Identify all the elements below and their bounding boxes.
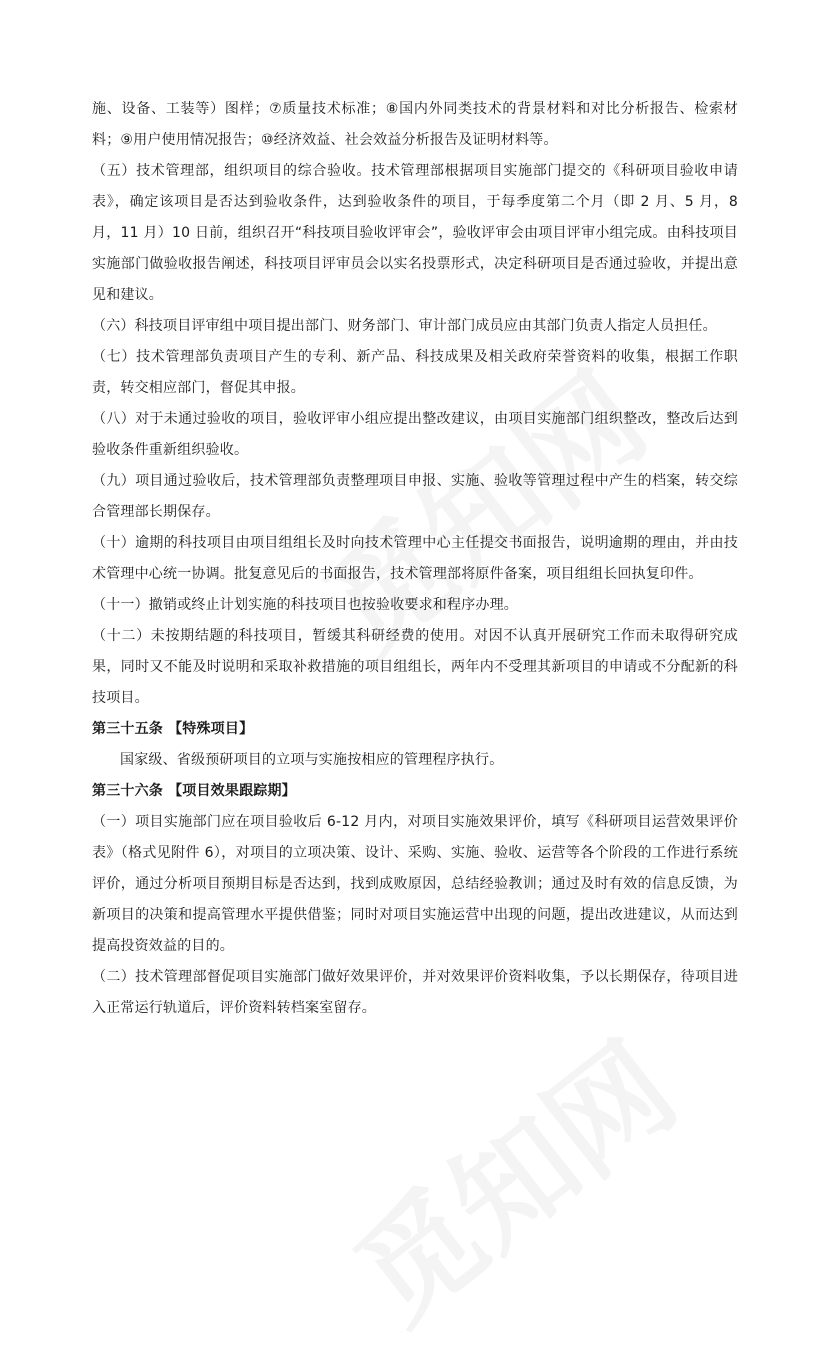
paragraph-item-11: （十一）撤销或终止计划实施的科技项目也按验收要求和程序办理。	[92, 597, 518, 613]
paragraph-item-10: （十）逾期的科技项目由项目组组长及时向技术管理中心主任提交书面报告，说明逾期的理由，并由技术管理中心统一协调。批复意见后的书面报告，技术管理部将原件备案，项目组组长回执复印件。	[92, 535, 738, 582]
article-heading-35: 第三十五条 【特殊项目】	[92, 721, 254, 737]
article-heading-36: 第三十六条 【项目效果跟踪期】	[92, 783, 296, 799]
paragraph-item-7: （七）技术管理部负责项目产生的专利、新产品、科技成果及相关政府荣誉资料的收集，根据工作职责，转交相应部门，督促其申报。	[92, 349, 738, 396]
paragraph-tracking-2: （二）技术管理部督促项目实施部门做好效果评价，并对效果评价资料收集，予以长期保存，待项目进入正常运行轨道后，评价资料转档案室留存。	[92, 969, 738, 1016]
paragraph-item-6: （六）科技项目评审组中项目提出部门、财务部门、审计部门成员应由其部门负责人指定人员担任。	[92, 318, 717, 334]
paragraph-item-12: （十二）未按期结题的科技项目，暂缓其科研经费的使用。对因不认真开展研究工作而未取得研究成果，同时又不能及时说明和采取补救措施的项目组组长，两年内不受理其新项目的申请或不分配新的科技项目。	[92, 628, 738, 706]
paragraph-tracking-1: （一）项目实施部门应在项目验收后 6-12 月内，对项目实施效果评价，填写《科研项目运营效果评价表》（格式见附件 6），对项目的立项决策、设计、采购、实施、验收、运营等各个阶段的工作进行系统评价，通过分析项目预期目标是否达到，找到成败原因，总结经验教训；通过及时有效的信息反馈，为新项目的决策和提高管理水平提供借鉴；同时对项目实施运营中出现的问题，提出改进建议，从而达到提高投资效益的目的。	[92, 814, 738, 954]
paragraph-item-5: （五）技术管理部，组织项目的综合验收。技术管理部根据项目实施部门提交的《科研项目验收申请表》，确定该项目是否达到验收条件，达到验收条件的项目，于每季度第二个月（即 2 月、5 月，8 月，11 月）10 日前，组织召开“科技项目验收评审会”，验收评审会由项目评审小组完成。由科技项目实施部门做验收报告阐述，科技项目评审员会以实名投票形式，决定科研项目是否通过验收，并提出意见和建议。	[92, 163, 738, 303]
paragraph-continued-list: 施、设备、工装等）图样；⑦质量技术标准；⑧国内外同类技术的背景材料和对比分析报告、检索材料；⑨用户使用情况报告；⑩经济效益、社会效益分析报告及证明材料等。	[92, 101, 738, 148]
paragraph-item-8: （八）对于未通过验收的项目，验收评审小组应提出整改建议，由项目实施部门组织整改，整改后达到验收条件重新组织验收。	[92, 411, 738, 458]
paragraph-item-9: （九）项目通过验收后，技术管理部负责整理项目申报、实施、验收等管理过程中产生的档案，转交综合管理部长期保存。	[92, 473, 738, 520]
paragraph-special-projects: 国家级、省级预研项目的立项与实施按相应的管理程序执行。	[120, 752, 504, 768]
document-body	[92, 94, 738, 1024]
watermark	[315, 997, 705, 1354]
